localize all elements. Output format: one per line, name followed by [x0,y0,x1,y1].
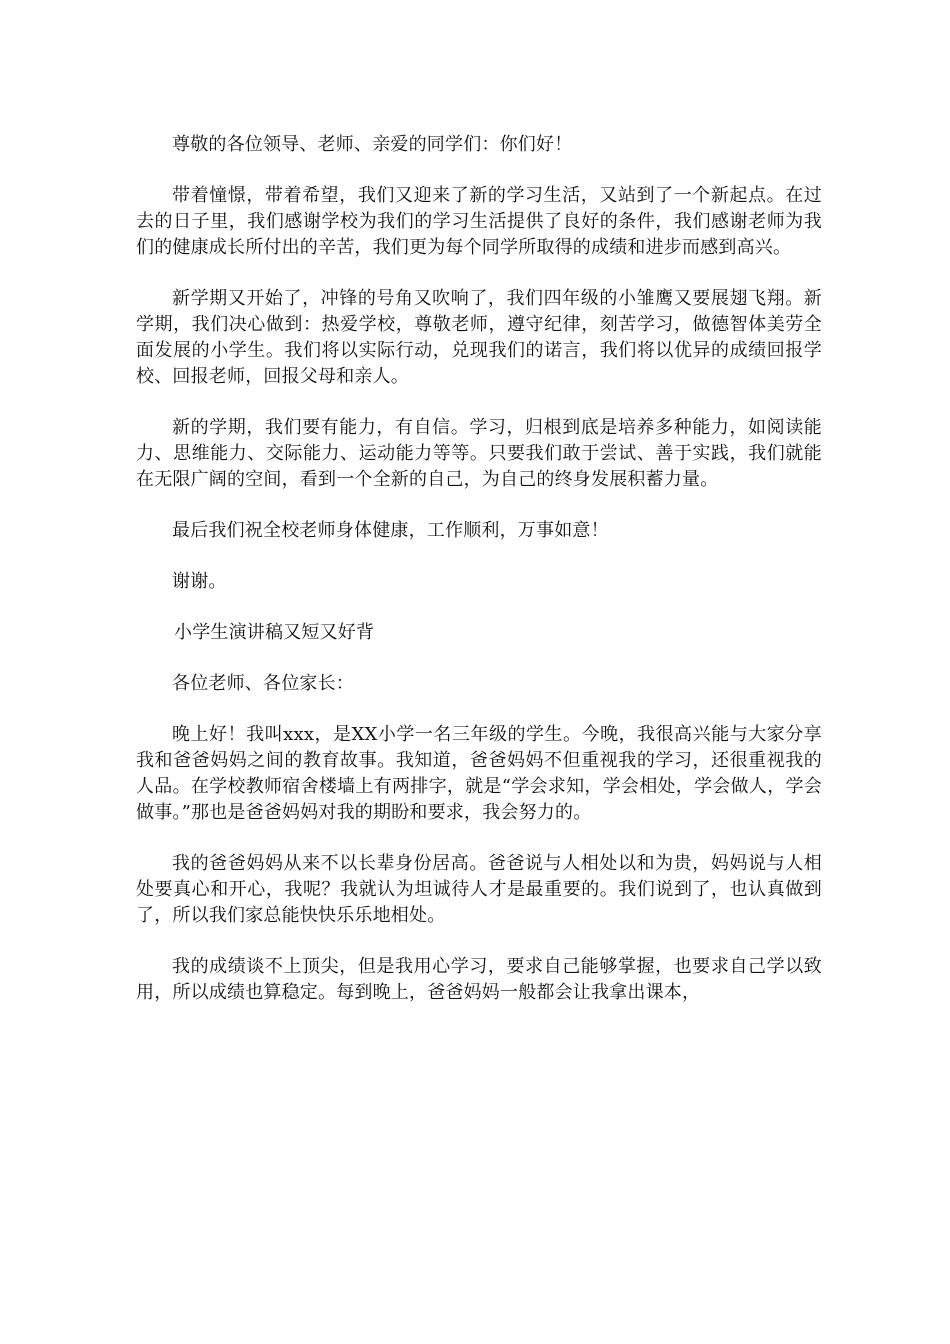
body-paragraph: 晚上好！我叫xxx，是XX小学一名三年级的学生。今晚，我很高兴能与大家分享我和爸爸妈妈之间的教育故事。我知道，爸爸妈妈不但重视我的学习，还很重视我的人品。在学校教师宿舍楼墙上有两排字，就是“学会求知，学会相处，学会做人，学会做事。”那也是爸爸妈妈对我的期盼和要求，我会努力的。 [136,724,822,823]
section-heading: 小学生演讲稿又短又好背 [174,622,375,643]
closing-wish-paragraph: 最后我们祝全校老师身体健康，工作顺利，万事如意！ [172,520,609,541]
thanks-paragraph: 谢谢。 [172,571,227,592]
body-paragraph: 带着憧憬，带着希望，我们又迎来了新的学习生活，又站到了一个新起点。在过去的日子里，我们感谢学校为我们的学习生活提供了良好的条件，我们感谢老师为我们的健康成长所付出的辛苦，我们更为每个同学所取得的成绩和进步而感到高兴。 [136,185,822,258]
document-body [136,132,822,1031]
body-paragraph: 新的学期，我们要有能力，有自信。学习，归根到底是培养多种能力，如阅读能力、思维能力、交际能力、运动能力等等。只要我们敢于尝试、善于实践，我们就能在无限广阔的空间，看到一个全新的自己，为自己的终身发展积蓄力量。 [136,417,822,490]
salutation-paragraph: 各位老师、各位家长： [172,673,354,694]
greeting-paragraph: 尊敬的各位领导、老师、亲爱的同学们：你们好！ [172,134,573,155]
body-paragraph: 新学期又开始了，冲锋的号角又吹响了，我们四年级的小雏鹰又要展翅飞翔。新学期，我们决心做到：热爱学校，尊敬老师，遵守纪律，刻苦学习，做德智体美劳全面发展的小学生。我们将以实际行动，兑现我们的诺言，我们将以优异的成绩回报学校、回报老师，回报父母和亲人。 [136,288,822,387]
body-paragraph: 我的成绩谈不上顶尖，但是我用心学习，要求自己能够掌握，也要求自己学以致用，所以成绩也算稳定。每到晚上，爸爸妈妈一般都会让我拿出课本， [136,956,822,1003]
body-paragraph: 我的爸爸妈妈从来不以长辈身份居高。爸爸说与人相处以和为贵，妈妈说与人相处要真心和开心，我呢？我就认为坦诚待人才是最重要的。我们说到了，也认真做到了，所以我们家总能快快乐乐地相处。 [136,853,822,926]
